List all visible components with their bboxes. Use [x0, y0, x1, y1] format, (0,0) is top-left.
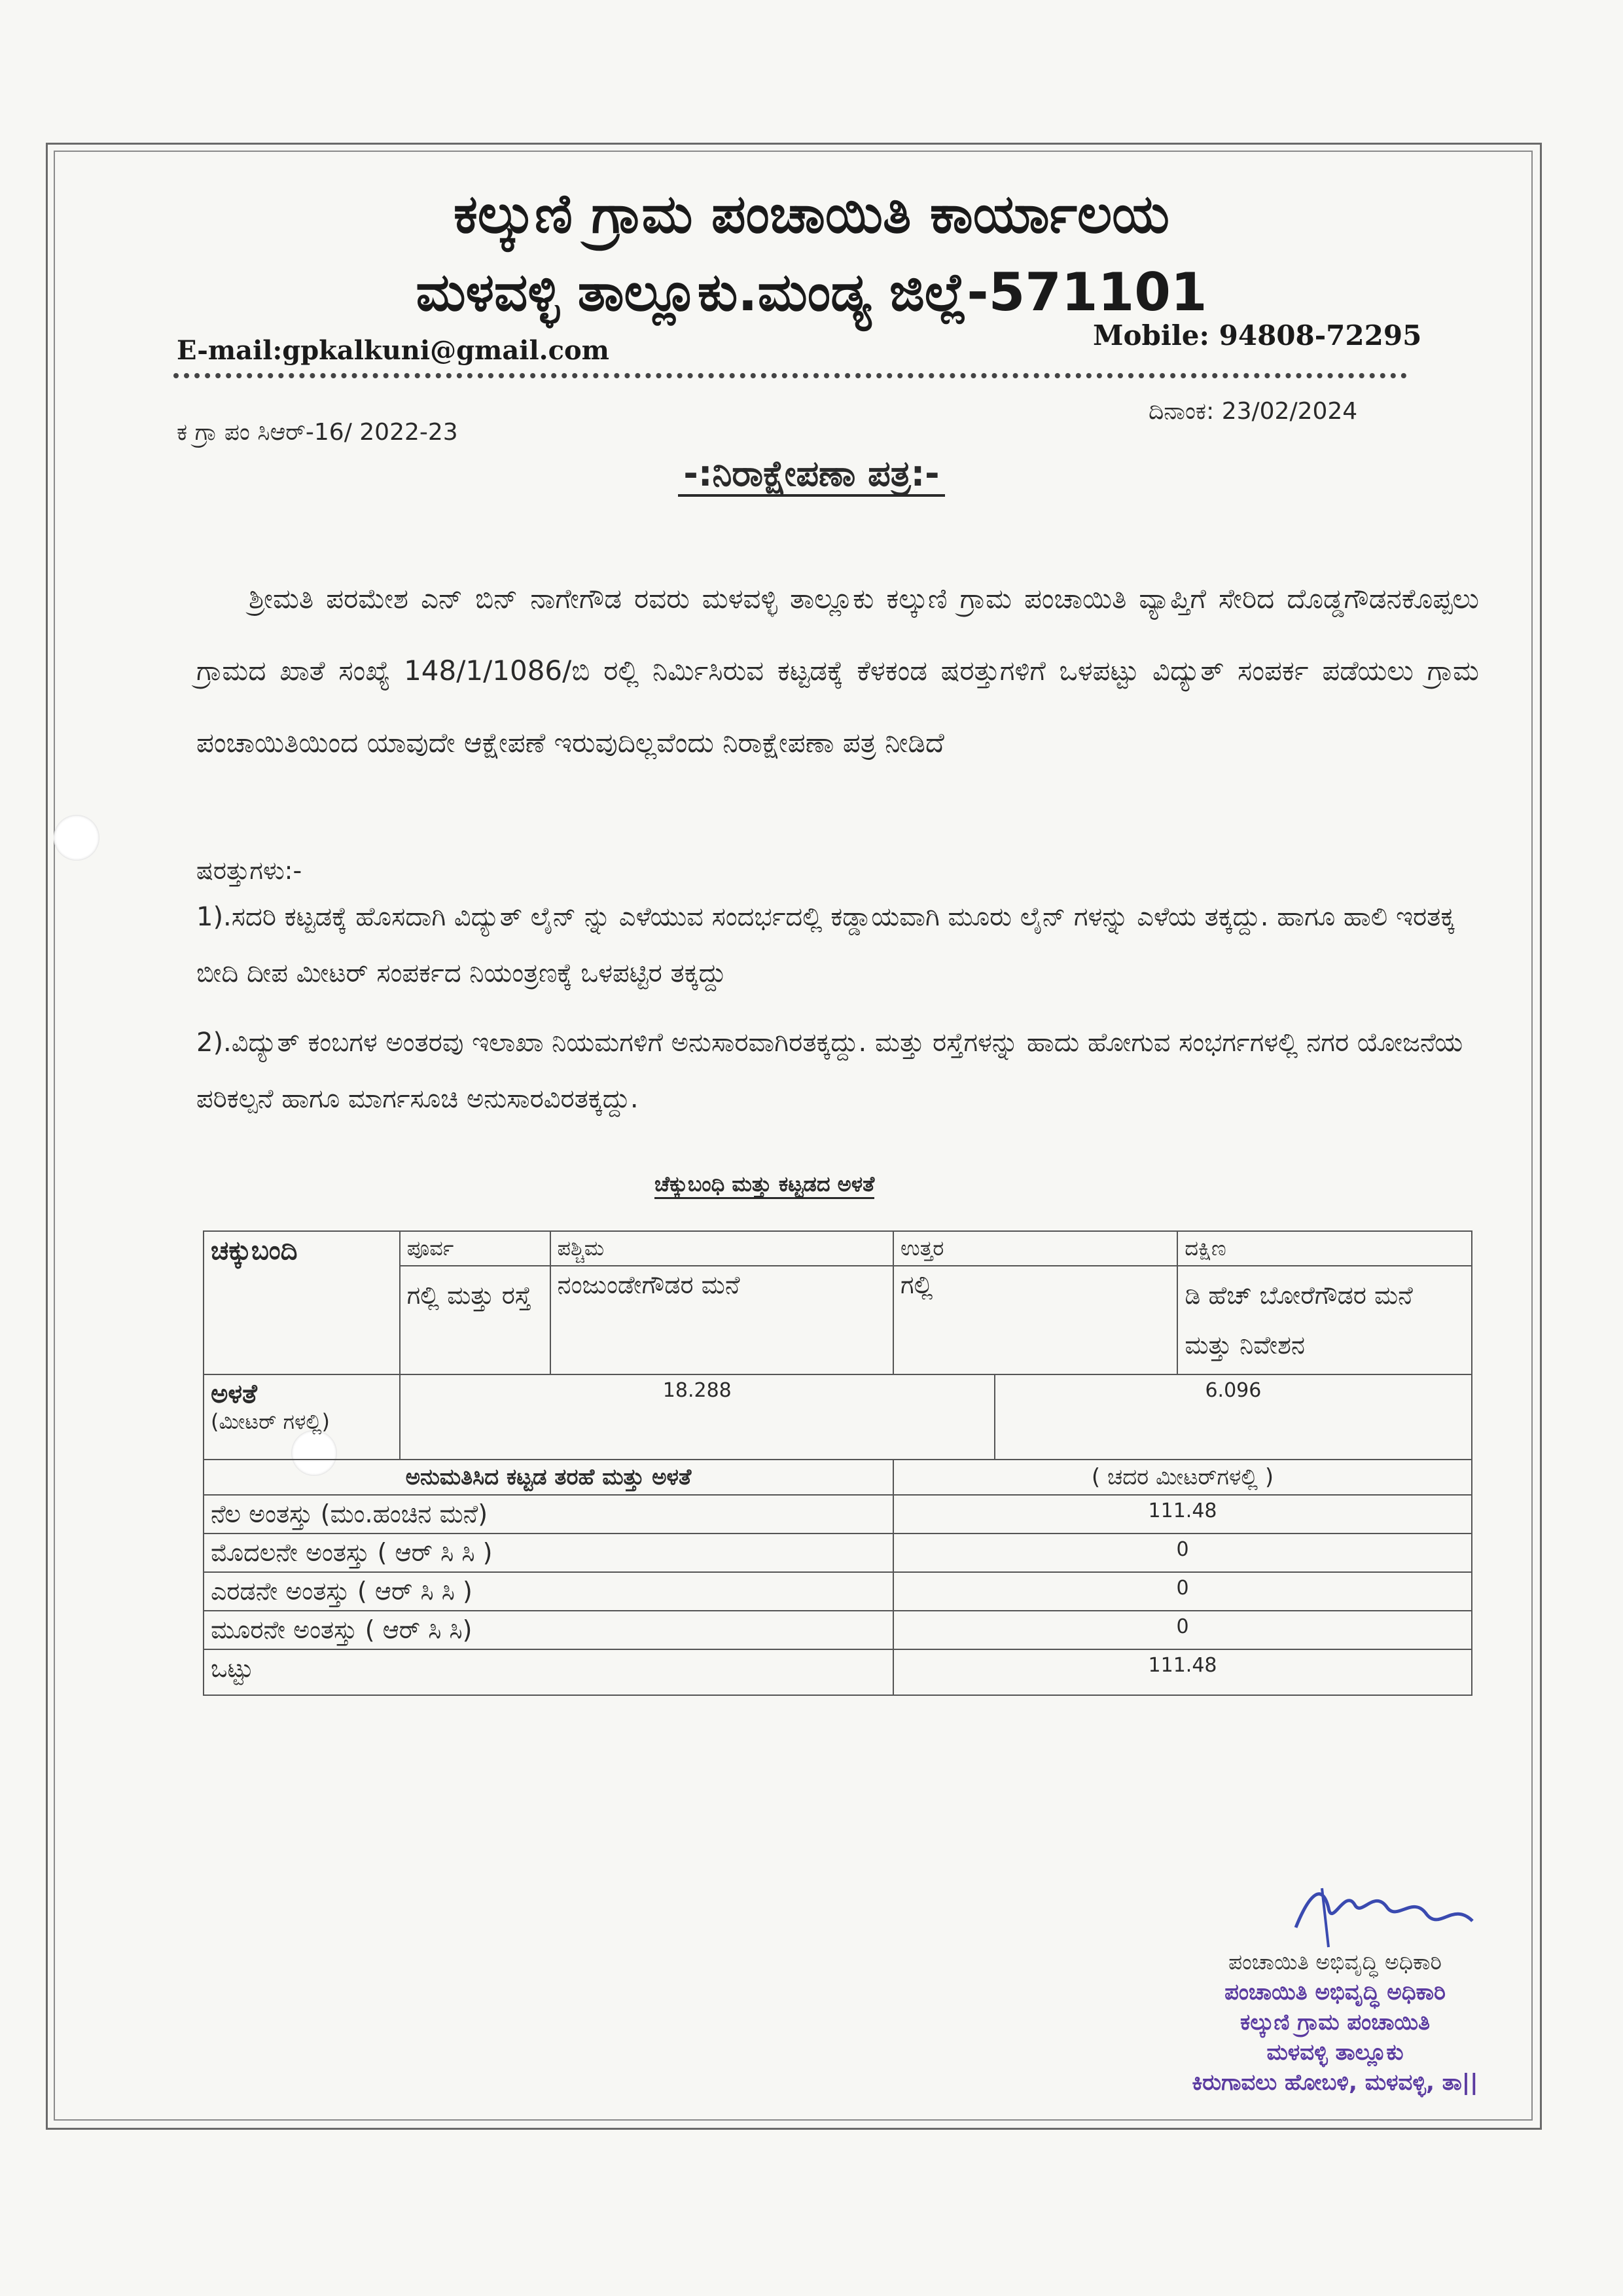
south-value: ಡಿ ಹೆಚ್ ಬೋರೆಗೌಡರ ಮನೆ ಮತ್ತು ನಿವೇಶನ — [1177, 1266, 1472, 1374]
table-row — [204, 1572, 1472, 1611]
south-label: ದಕ್ಷಿಣ — [1177, 1231, 1472, 1266]
permitted-label: ಅನುಮತಿಸಿದ ಕಟ್ಟಡ ತರಹೆ ಮತ್ತು ಅಳತೆ — [204, 1460, 893, 1495]
boundary-table — [203, 1230, 1472, 1696]
seal-line-0: ಪಂಚಾಯಿತಿ ಅಭಿವೃದ್ಧಿ ಅಧಿಕಾರಿ — [1228, 1949, 1442, 1975]
header-divider — [173, 373, 1407, 378]
table-row — [204, 1374, 1472, 1460]
boundary-label-cell — [204, 1231, 400, 1374]
seal-line-1: ಪಂಚಾಯಿತಿ ಅಭಿವೃದ್ಧಿ ಅಧಿಕಾರಿ — [1224, 1979, 1446, 2005]
floor-label-second: ಎರಡನೇ ಅಂತಸ್ತು ( ಆರ್ ಸಿ ಸಿ ) — [204, 1572, 893, 1611]
email-address: E-mail:gpkalkuni@gmail.com — [177, 335, 609, 366]
floor-value-second: 0 — [893, 1572, 1472, 1611]
table-title: ಚೆಕ್ಕುಬಂಧಿ ಮತ್ತು ಕಟ್ಟಡದ ಅಳತೆ — [654, 1172, 874, 1199]
north-value: ಗಲ್ಲಿ — [893, 1266, 1177, 1374]
floor-label-first: ಮೊದಲನೇ ಅಂತಸ್ತು ( ಆರ್ ಸಿ ಸಿ ) — [204, 1534, 893, 1572]
office-address: ಮಳವಳ್ಳಿ ತಾಲ್ಲೂಕು.ಮಂಡ್ಯ ಜಿಲ್ಲೆ-571101 — [416, 262, 1207, 323]
north-south-measure: 6.096 — [995, 1374, 1472, 1460]
table-row — [204, 1495, 1472, 1534]
seal-line-4: ಕಿರುಗಾವಲು ಹೋಬಳಿ, ಮಳವಳ್ಳಿ, ತಾ|| — [1192, 2070, 1478, 2096]
document-title-text: -:ನಿರಾಕ್ಷೇಪಣಾ ಪತ್ರ:- — [678, 453, 944, 497]
official-seal — [1139, 1947, 1531, 2098]
table-row — [204, 1231, 1472, 1266]
seal-line-2: ಕಲ್ಕುಣಿ ಗ್ರಾಮ ಪಂಚಾಯಿತಿ — [1240, 2009, 1430, 2036]
total-value: 111.48 — [893, 1649, 1472, 1695]
table-row — [204, 1460, 1472, 1495]
mobile-number: Mobile: 94808-72295 — [1093, 319, 1422, 351]
floor-value-ground: 111.48 — [893, 1495, 1472, 1534]
boundary-label: ಚಕ್ಕುಬಂದಿ — [211, 1236, 298, 1266]
area-unit: ( ಚದರ ಮೀಟರ್‌ಗಳಲ್ಲಿ ) — [893, 1460, 1472, 1495]
west-label: ಪಶ್ಚಿಮ — [550, 1231, 894, 1266]
punch-hole-top — [54, 815, 99, 861]
condition-item-2: 2).ವಿದ್ಯುತ್ ಕಂಬಗಳ ಅಂತರವು ಇಲಾಖಾ ನಿಯಮಗಳಿಗೆ ಅನುಸಾರವಾಗಿರತಕ್ಕದ್ದು. ಮತ್ತು ರಸ್ತೆಗಳನ್ನು ಹಾದು ಹೋಗುವ ಸಂಭರ್ಗಗಳಲ್ಲಿ ನಗರ ಯೋಜನೆಯ ಪರಿಕಲ್ಪನೆ ಹಾಗೂ ಮಾರ್ಗಸೂಚಿ ಅನುಸಾರವಿರತಕ್ಕದ್ದು. — [196, 1028, 1463, 1114]
east-value: ಗಲ್ಲಿ ಮತ್ತು ರಸ್ತೆ — [400, 1266, 550, 1374]
floor-label-third: ಮೂರನೇ ಅಂತಸ್ತು ( ಆರ್ ಸಿ ಸಿ) — [204, 1611, 893, 1649]
floor-value-first: 0 — [893, 1534, 1472, 1572]
north-label: ಉತ್ತರ — [893, 1231, 1177, 1266]
document-title — [0, 453, 1623, 495]
total-label: ಒಟ್ಟು — [204, 1649, 893, 1695]
letter-date: ದಿನಾಂಕ: 23/02/2024 — [1149, 398, 1358, 425]
east-west-measure: 18.288 — [400, 1374, 995, 1460]
table-row — [204, 1649, 1472, 1695]
body-paragraph: ಶ್ರೀಮತಿ ಪರಮೇಶ ಎನ್ ಬಿನ್ ನಾಗೇಗೌಡ ರವರು ಮಳವಳ್ಳಿ ತಾಲ್ಲೂಕು ಕಲ್ಕುಣಿ ಗ್ರಾಮ ಪಂಚಾಯಿತಿ ವ್ಯಾಪ್ತಿಗೆ ಸೇರಿದ ದೊಡ್ಡಗೌಡನಕೊಪ್ಪಲು ಗ್ರಾಮದ ಖಾತೆ ಸಂಖ್ಯೆ 148/1/1086/ಬಿ ರಲ್ಲಿ ನಿರ್ಮಿಸಿರುವ ಕಟ್ಟಡಕ್ಕೆ ಕೆಳಕಂಡ ಷರತ್ತುಗಳಿಗೆ ಒಳಪಟ್ಟು ವಿದ್ಯುತ್ ಸಂಪರ್ಕ ಪಡೆಯಲು ಗ್ರಾಮ ಪಂಚಾಯಿತಿಯಿಂದ ಯಾವುದೇ ಆಕ್ಷೇಪಣೆ ಇರುವುದಿಲ್ಲವೆಂದು ನಿರಾಕ್ಷೇಪಣಾ ಪತ್ರ ನೀಡಿದೆ — [196, 583, 1479, 759]
measure-label-cell — [204, 1374, 400, 1460]
conditions-heading: ಷರತ್ತುಗಳು:- — [196, 856, 302, 885]
table-row — [204, 1534, 1472, 1572]
reference-number: ಕ ಗ್ರಾ ಪಂ ಸಿಆರ್-16/ 2022-23 — [177, 419, 458, 446]
table-row — [204, 1611, 1472, 1649]
floor-label-ground: ನೆಲ ಅಂತಸ್ತು (ಮಂ.ಹಂಚಿನ ಮನೆ) — [204, 1495, 893, 1534]
condition-item-1: 1).ಸದರಿ ಕಟ್ಟಡಕ್ಕೆ ಹೊಸದಾಗಿ ವಿದ್ಯುತ್ ಲೈನ್ ನ್ನು ಎಳೆಯುವ ಸಂದರ್ಭದಲ್ಲಿ ಕಡ್ಡಾಯವಾಗಿ ಮೂರು ಲೈನ್ ಗಳನ್ನು ಎಳೆಯ ತಕ್ಕದ್ದು. ಹಾಗೂ ಹಾಲಿ ಇರತಕ್ಕ ಬೀದಿ ದೀಪ ಮೀಟರ್ ಸಂಪರ್ಕದ ನಿಯಂತ್ರಣಕ್ಕೆ ಒಳಪಟ್ಟಿರ ತಕ್ಕದ್ದು — [196, 902, 1455, 988]
east-label: ಪೂರ್ವ — [400, 1231, 550, 1266]
measure-unit: (ಮೀಟರ್ ಗಳಲ್ಲಿ) — [211, 1409, 330, 1434]
floor-value-third: 0 — [893, 1611, 1472, 1649]
measure-label: ಅಳತೆ — [211, 1379, 257, 1409]
seal-line-3: ಮಳವಳ್ಳಿ ತಾಲ್ಲೂಕು — [1266, 2039, 1404, 2066]
handwritten-signature — [1283, 1869, 1479, 1960]
office-name: ಕಲ್ಕುಣಿ ಗ್ರಾಮ ಪಂಚಾಯಿತಿ ಕಾರ್ಯಾಲಯ — [454, 183, 1169, 245]
west-value: ನಂಜುಂಡೇಗೌಡರ ಮನೆ — [550, 1266, 894, 1374]
